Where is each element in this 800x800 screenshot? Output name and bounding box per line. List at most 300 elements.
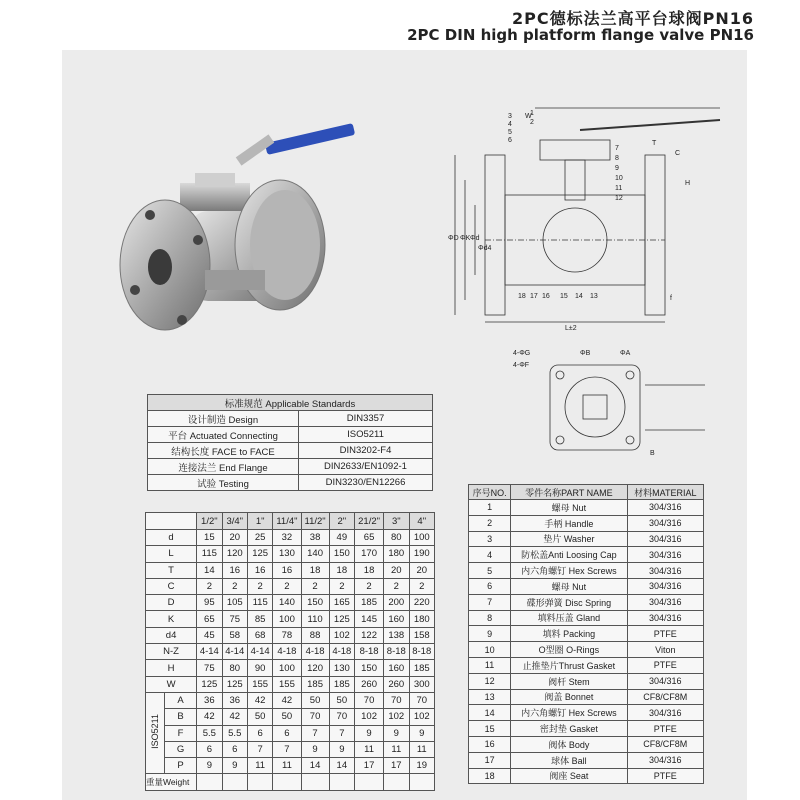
- dimension-value: 2: [301, 578, 329, 594]
- dimension-value: 78: [273, 627, 301, 643]
- part-no: 13: [469, 689, 511, 705]
- part-name: 内六角螺钉 Hex Screws: [511, 563, 627, 579]
- table-row: [146, 725, 435, 741]
- dimension-value: 4-18: [273, 644, 301, 660]
- dimension-value: 125: [329, 611, 354, 627]
- dimension-value: 6: [222, 741, 247, 757]
- part-no: 9: [469, 626, 511, 642]
- dimension-value: 19: [409, 758, 435, 774]
- dimension-value: 185: [409, 660, 435, 676]
- dimension-value: 170: [355, 546, 384, 562]
- size-header: 4": [409, 513, 435, 530]
- dimension-value: 5.5: [197, 725, 222, 741]
- part-name: 球体 Ball: [511, 752, 627, 768]
- table-row: [146, 741, 435, 757]
- dimension-value: 8-18: [409, 644, 435, 660]
- weight-value: [273, 774, 301, 790]
- dimension-value: 2: [409, 578, 435, 594]
- table-row: [146, 692, 435, 708]
- dimension-value: 158: [409, 627, 435, 643]
- table-row: [469, 610, 704, 626]
- dimension-value: 14: [197, 562, 222, 578]
- dimension-value: 100: [273, 611, 301, 627]
- dimension-label: N-Z: [146, 644, 197, 660]
- dimension-label: B: [165, 709, 197, 725]
- weight-value: [384, 774, 409, 790]
- weight-value: [355, 774, 384, 790]
- size-header: 1": [247, 513, 272, 530]
- part-material: 304/316: [627, 578, 703, 594]
- svg-text:Φd4: Φd4: [478, 245, 492, 252]
- dimension-value: 160: [384, 611, 409, 627]
- dimension-value: 120: [301, 660, 329, 676]
- dimension-value: 50: [329, 692, 354, 708]
- dimension-label: F: [165, 725, 197, 741]
- dimension-value: 2: [222, 578, 247, 594]
- table-row: 试验 Testing DIN3230/EN12266: [148, 475, 433, 491]
- dimension-value: 140: [301, 546, 329, 562]
- dimension-value: 36: [197, 692, 222, 708]
- dimension-value: 2: [197, 578, 222, 594]
- table-row: [469, 705, 704, 721]
- dimension-value: 50: [273, 709, 301, 725]
- dimension-label: P: [165, 758, 197, 774]
- dimension-value: 50: [301, 692, 329, 708]
- table-row: 结构长度 FACE to FACE DIN3202-F4: [148, 443, 433, 459]
- dimension-value: 65: [355, 530, 384, 546]
- weight-value: [197, 774, 222, 790]
- dimension-value: 8-18: [384, 644, 409, 660]
- dimension-value: 115: [247, 595, 272, 611]
- dimension-value: 68: [247, 627, 272, 643]
- dimension-value: 100: [409, 530, 435, 546]
- title-english: 2PC DIN high platform flange valve PN16: [407, 26, 754, 44]
- dimension-value: 150: [355, 660, 384, 676]
- dimension-value: 16: [222, 562, 247, 578]
- dimension-value: 6: [197, 741, 222, 757]
- table-row: [469, 531, 704, 547]
- table-row: [469, 657, 704, 673]
- dimension-value: 17: [355, 758, 384, 774]
- part-material: PTFE: [627, 657, 703, 673]
- dimension-value: 4-14: [197, 644, 222, 660]
- dimension-value: 300: [409, 676, 435, 692]
- dimension-value: 25: [247, 530, 272, 546]
- dimension-value: 9: [384, 725, 409, 741]
- weight-label: 重量Weight: [146, 774, 197, 790]
- part-material: 304/316: [627, 563, 703, 579]
- dim-W: W: [525, 113, 532, 120]
- table-row: [469, 752, 704, 768]
- table-row: [146, 660, 435, 676]
- dimension-value: 2: [384, 578, 409, 594]
- svg-text:5: 5: [508, 129, 512, 136]
- dimension-value: 180: [409, 611, 435, 627]
- dimension-value: 6: [247, 725, 272, 741]
- dimension-value: 65: [197, 611, 222, 627]
- svg-text:6: 6: [508, 137, 512, 144]
- dimension-value: 125: [222, 676, 247, 692]
- table-row: [146, 774, 435, 790]
- svg-text:2: 2: [530, 119, 534, 126]
- part-material: 304/316: [627, 705, 703, 721]
- dimension-value: 75: [197, 660, 222, 676]
- dimension-value: 2: [273, 578, 301, 594]
- dimension-value: 145: [355, 611, 384, 627]
- dimension-value: 155: [273, 676, 301, 692]
- table-row: [146, 546, 435, 562]
- table-row: [146, 611, 435, 627]
- dimension-value: 150: [301, 595, 329, 611]
- svg-text:4-ΦG: 4-ΦG: [513, 350, 531, 357]
- part-no: 3: [469, 531, 511, 547]
- dimension-value: 110: [301, 611, 329, 627]
- weight-value: [329, 774, 354, 790]
- table-row: [469, 673, 704, 689]
- svg-text:ΦB: ΦB: [580, 350, 591, 357]
- part-name: 阀座 Seat: [511, 768, 627, 784]
- dimension-label: K: [146, 611, 197, 627]
- svg-text:1: 1: [530, 110, 534, 117]
- dimension-value: 185: [301, 676, 329, 692]
- dimension-value: 150: [329, 546, 354, 562]
- parts-header-material: 材料MATERIAL: [627, 485, 703, 500]
- table-row: [146, 644, 435, 660]
- svg-text:10: 10: [615, 175, 623, 182]
- svg-text:18: 18: [518, 293, 526, 300]
- dimension-value: 20: [384, 562, 409, 578]
- part-no: 5: [469, 563, 511, 579]
- svg-text:L±2: L±2: [565, 325, 577, 330]
- svg-text:4: 4: [508, 121, 512, 128]
- dimension-value: 5.5: [222, 725, 247, 741]
- part-material: 304/316: [627, 547, 703, 563]
- dimension-value: 80: [222, 660, 247, 676]
- svg-text:T: T: [652, 140, 657, 147]
- part-name: 密封垫 Gasket: [511, 721, 627, 737]
- dimension-value: 140: [273, 595, 301, 611]
- part-name: 垫片 Washer: [511, 531, 627, 547]
- dimension-value: 2: [247, 578, 272, 594]
- part-material: 304/316: [627, 752, 703, 768]
- size-header: 3": [384, 513, 409, 530]
- dimension-value: 100: [273, 660, 301, 676]
- dimension-value: 32: [273, 530, 301, 546]
- valve-photo: [110, 115, 370, 365]
- dimension-value: 102: [409, 709, 435, 725]
- dimension-value: 42: [273, 692, 301, 708]
- part-no: 12: [469, 673, 511, 689]
- dimension-value: 120: [222, 546, 247, 562]
- dimension-value: 42: [197, 709, 222, 725]
- svg-text:ΦA: ΦA: [620, 350, 631, 357]
- part-material: 304/316: [627, 673, 703, 689]
- part-material: Viton: [627, 642, 703, 658]
- part-material: 304/316: [627, 515, 703, 531]
- dimension-value: 16: [273, 562, 301, 578]
- dimension-value: 102: [384, 709, 409, 725]
- table-row: [146, 530, 435, 546]
- dimension-value: 20: [409, 562, 435, 578]
- svg-text:ΦK: ΦK: [460, 235, 471, 242]
- dimension-value: 155: [247, 676, 272, 692]
- dimension-value: 9: [409, 725, 435, 741]
- svg-text:f: f: [670, 295, 672, 302]
- svg-text:7: 7: [615, 145, 619, 152]
- svg-text:14: 14: [575, 293, 583, 300]
- dimension-value: 9: [197, 758, 222, 774]
- dimension-value: 90: [247, 660, 272, 676]
- dimension-value: 102: [355, 709, 384, 725]
- title-chinese: 2PC德标法兰高平台球阀PN16: [512, 9, 754, 28]
- part-no: 15: [469, 721, 511, 737]
- size-header: 2": [329, 513, 354, 530]
- dimension-value: 4-14: [222, 644, 247, 660]
- dimension-value: 14: [301, 758, 329, 774]
- part-material: 304/316: [627, 531, 703, 547]
- dimension-value: 260: [355, 676, 384, 692]
- part-no: 11: [469, 657, 511, 673]
- dimension-value: 7: [273, 741, 301, 757]
- part-name: 填料 Packing: [511, 626, 627, 642]
- dimension-label: d: [146, 530, 197, 546]
- table-row: [469, 642, 704, 658]
- part-no: 10: [469, 642, 511, 658]
- weight-value: [222, 774, 247, 790]
- dimension-value: 58: [222, 627, 247, 643]
- weight-value: [301, 774, 329, 790]
- svg-text:13: 13: [590, 293, 598, 300]
- svg-text:H: H: [685, 180, 691, 187]
- dimension-value: 9: [222, 758, 247, 774]
- svg-text:3: 3: [508, 113, 512, 120]
- table-row: [469, 736, 704, 752]
- dimension-value: 6: [273, 725, 301, 741]
- dimension-value: 70: [301, 709, 329, 725]
- svg-text:Φd: Φd: [470, 235, 480, 242]
- dimension-value: 105: [222, 595, 247, 611]
- dimension-value: 102: [329, 627, 354, 643]
- dimension-value: 9: [355, 725, 384, 741]
- part-name: 手柄 Handle: [511, 515, 627, 531]
- part-material: 304/316: [627, 500, 703, 516]
- dimension-value: 49: [329, 530, 354, 546]
- dimension-value: 42: [247, 692, 272, 708]
- dimension-value: 122: [355, 627, 384, 643]
- dimension-value: 190: [409, 546, 435, 562]
- svg-text:B: B: [650, 450, 655, 457]
- dimension-label: D: [146, 595, 197, 611]
- table-row: [469, 578, 704, 594]
- size-header: 11/2": [301, 513, 329, 530]
- dimension-value: 7: [301, 725, 329, 741]
- svg-text:11: 11: [615, 185, 623, 192]
- part-name: 螺母 Nut: [511, 500, 627, 516]
- table-row: [469, 768, 704, 784]
- dimension-value: 38: [301, 530, 329, 546]
- table-row: [146, 627, 435, 643]
- dimension-value: 11: [273, 758, 301, 774]
- dimension-value: 260: [384, 676, 409, 692]
- size-header: 3/4": [222, 513, 247, 530]
- dimension-value: 11: [247, 758, 272, 774]
- dimension-value: 130: [273, 546, 301, 562]
- dimension-value: 220: [409, 595, 435, 611]
- svg-text:9: 9: [615, 165, 619, 172]
- dimension-value: 125: [197, 676, 222, 692]
- part-no: 1: [469, 500, 511, 516]
- dimension-value: 70: [384, 692, 409, 708]
- part-material: 304/316: [627, 594, 703, 610]
- dimension-value: 7: [329, 725, 354, 741]
- dimension-value: 125: [247, 546, 272, 562]
- svg-text:17: 17: [530, 293, 538, 300]
- table-row: [469, 594, 704, 610]
- section-drawing: [430, 100, 730, 330]
- dimension-label: L: [146, 546, 197, 562]
- dimension-value: 45: [197, 627, 222, 643]
- dimension-value: 14: [329, 758, 354, 774]
- part-material: PTFE: [627, 768, 703, 784]
- dimension-value: 70: [355, 692, 384, 708]
- dimension-value: 11: [384, 741, 409, 757]
- dimension-value: 11: [409, 741, 435, 757]
- standards-header: 标准规范 Applicable Standards: [148, 395, 433, 411]
- dimension-value: 70: [409, 692, 435, 708]
- part-name: 阀盖 Bonnet: [511, 689, 627, 705]
- table-row: [469, 689, 704, 705]
- dimension-value: 17: [384, 758, 409, 774]
- part-name: 内六角螺钉 Hex Screws: [511, 705, 627, 721]
- parts-header-name: 零件名称PART NAME: [511, 485, 627, 500]
- standards-table: [147, 394, 433, 491]
- dimension-value: 95: [197, 595, 222, 611]
- dimension-value: 18: [301, 562, 329, 578]
- part-material: 304/316: [627, 610, 703, 626]
- part-material: PTFE: [627, 721, 703, 737]
- dimension-value: 130: [329, 660, 354, 676]
- dimension-value: 20: [222, 530, 247, 546]
- dimension-value: 70: [329, 709, 354, 725]
- table-row: [146, 709, 435, 725]
- parts-table: [468, 484, 704, 784]
- dimension-value: 138: [384, 627, 409, 643]
- dimension-value: 185: [355, 595, 384, 611]
- dimension-label: G: [165, 741, 197, 757]
- part-no: 16: [469, 736, 511, 752]
- part-no: 2: [469, 515, 511, 531]
- parts-header-no: 序号NO.: [469, 485, 511, 500]
- dimension-label: T: [146, 562, 197, 578]
- table-row: [146, 676, 435, 692]
- dimension-value: 85: [247, 611, 272, 627]
- dimension-value: 16: [247, 562, 272, 578]
- dimension-value: 4-18: [301, 644, 329, 660]
- dimension-value: 2: [329, 578, 354, 594]
- part-no: 18: [469, 768, 511, 784]
- table-row: [146, 758, 435, 774]
- dimension-value: 115: [197, 546, 222, 562]
- dimension-value: 4-18: [329, 644, 354, 660]
- part-name: O型圈 O-Rings: [511, 642, 627, 658]
- table-row: [469, 721, 704, 737]
- part-material: CF8/CF8M: [627, 736, 703, 752]
- part-no: 7: [469, 594, 511, 610]
- part-no: 4: [469, 547, 511, 563]
- svg-text:4-ΦF: 4-ΦF: [513, 362, 530, 369]
- table-row: 连接法兰 End Flange DIN2633/EN1092-1: [148, 459, 433, 475]
- dimension-value: 185: [329, 676, 354, 692]
- svg-text:ΦD: ΦD: [448, 235, 459, 242]
- table-row: [469, 563, 704, 579]
- dimension-value: 9: [301, 741, 329, 757]
- part-no: 8: [469, 610, 511, 626]
- dimension-value: 18: [329, 562, 354, 578]
- weight-value: [247, 774, 272, 790]
- size-header: 11/4": [273, 513, 301, 530]
- dimension-value: 42: [222, 709, 247, 725]
- dimension-value: 36: [222, 692, 247, 708]
- dimension-value: 11: [355, 741, 384, 757]
- dimension-value: 18: [355, 562, 384, 578]
- dimension-value: 15: [197, 530, 222, 546]
- table-row: [469, 547, 704, 563]
- dimension-value: 165: [329, 595, 354, 611]
- dimension-value: 2: [355, 578, 384, 594]
- part-name: 碟形弹簧 Disc Spring: [511, 594, 627, 610]
- dimension-value: 160: [384, 660, 409, 676]
- table-row: [146, 595, 435, 611]
- dimensions-table: [145, 512, 435, 791]
- weight-value: [409, 774, 435, 790]
- svg-text:8: 8: [615, 155, 619, 162]
- svg-text:16: 16: [542, 293, 550, 300]
- part-name: 阀杆 Stem: [511, 673, 627, 689]
- top-view-drawing: [505, 345, 710, 470]
- dimension-value: 75: [222, 611, 247, 627]
- table-row: [146, 578, 435, 594]
- table-row: 平台 Actuated Connecting ISO5211: [148, 427, 433, 443]
- dimension-label: C: [146, 578, 197, 594]
- svg-text:12: 12: [615, 195, 623, 202]
- dimension-value: 200: [384, 595, 409, 611]
- table-row: [469, 626, 704, 642]
- dimension-value: 8-18: [355, 644, 384, 660]
- dimension-label: H: [146, 660, 197, 676]
- dimensions-header-row: [146, 513, 435, 530]
- svg-text:C: C: [675, 150, 681, 157]
- table-row: [469, 500, 704, 516]
- dimension-label: W: [146, 676, 197, 692]
- part-name: 防松盖Anti Loosing Cap: [511, 547, 627, 563]
- part-name: 螺母 Nut: [511, 578, 627, 594]
- part-name: 止推垫片Thrust Gasket: [511, 657, 627, 673]
- dimension-value: 50: [247, 709, 272, 725]
- svg-text:15: 15: [560, 293, 568, 300]
- part-no: 6: [469, 578, 511, 594]
- part-no: 14: [469, 705, 511, 721]
- size-header: 1/2": [197, 513, 222, 530]
- dimension-value: 7: [247, 741, 272, 757]
- dimension-value: 80: [384, 530, 409, 546]
- size-header: 21/2": [355, 513, 384, 530]
- part-material: CF8/CF8M: [627, 689, 703, 705]
- dimension-value: 4-14: [247, 644, 272, 660]
- dimension-value: 9: [329, 741, 354, 757]
- iso-label: ISO5211: [150, 714, 160, 750]
- part-name: 填料压盖 Gland: [511, 610, 627, 626]
- dimension-value: 88: [301, 627, 329, 643]
